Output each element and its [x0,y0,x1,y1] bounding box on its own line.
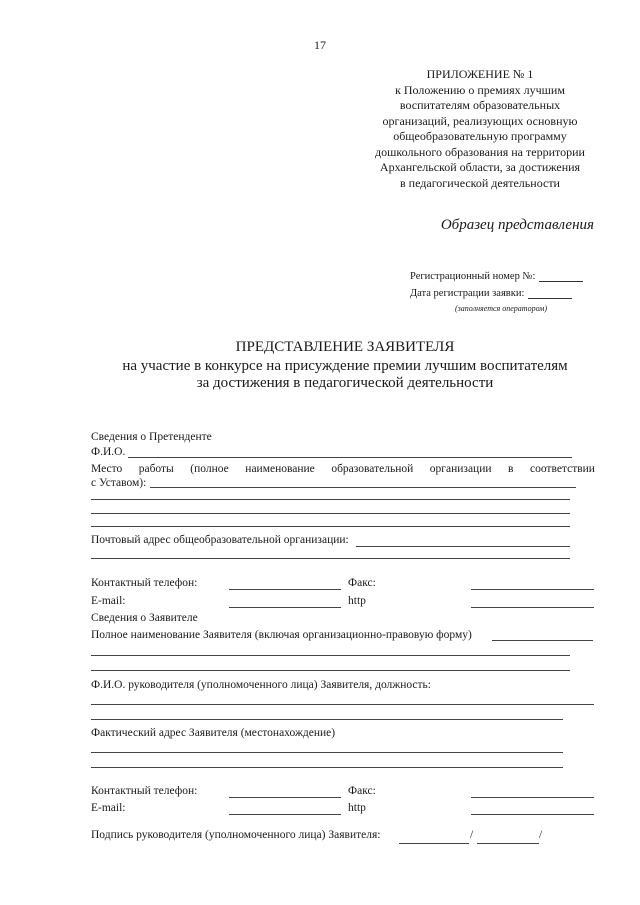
candidate-workplace [91,462,595,490]
applicant-fax-field[interactable] [471,797,594,798]
appendix-line: Архангельской области, за достижения [379,160,581,174]
document-subtitle-line1: на участие в конкурсе на присуждение премии лучшим воспитателям [122,358,568,374]
candidate-postal-field-2[interactable] [91,558,570,559]
word: образовательной [331,463,414,475]
candidate-workplace-label [91,462,595,476]
appendix-line: к Положению о премиях лучшим [395,82,565,97]
signature-field[interactable] [399,843,469,844]
applicant-head-field[interactable] [91,704,594,705]
applicant-address-field[interactable] [91,752,563,753]
appendix-header [360,67,600,191]
applicant-head-field-2[interactable] [91,719,563,720]
signature-separator-end: / [539,829,543,841]
applicant-phone-field[interactable] [229,797,341,798]
candidate-workplace-field-4[interactable] [91,526,570,527]
registration-number [410,271,583,282]
page-number: 17 [314,38,326,52]
candidate-phone-label: Контактный телефон: [91,577,198,589]
applicant-fullname-field[interactable] [492,640,593,641]
applicant-head-label: Ф.И.О. руководителя (уполномоченного лица) Заявителя, должность: [91,679,431,691]
word: работы [138,463,174,475]
word: Место [91,463,123,475]
document-title: ПРЕДСТАВЛЕНИЕ ЗАЯВИТЕЛЯ [235,339,455,355]
candidate-section-heading: Сведения о Претенденте [91,431,212,443]
appendix-line: общеобразовательную программу [393,129,567,143]
registration-date [410,288,572,299]
applicant-fullname-field-3[interactable] [91,670,570,671]
registration-date-field[interactable] [528,288,572,299]
appendix-line: дошкольного образования на территории [375,144,585,159]
candidate-phone-field[interactable] [229,589,341,590]
candidate-fio-field-continued[interactable] [350,457,572,458]
sample-label: Образец представления [440,217,594,233]
candidate-http-field[interactable] [471,607,594,608]
applicant-signature-label: Подпись руководителя (уполномоченного лица) Заявителя: [91,829,381,841]
word: соответствии [529,463,595,475]
candidate-fio-label: Ф.И.О. [91,446,126,458]
candidate-workplace-label-cont: с Уставом): [91,477,147,489]
word: организации [429,463,492,475]
appendix-line: ПРИЛОЖЕНИЕ № 1 [426,67,534,81]
word: (полное [190,463,229,475]
candidate-email-field[interactable] [229,607,341,608]
registration-number-field[interactable] [539,271,583,282]
candidate-fax-field[interactable] [471,589,594,590]
candidate-email-label: E-mail: [91,595,126,607]
candidate-fax-label: Факс: [348,577,376,589]
registration-date-label: Дата регистрации заявки: [410,288,525,299]
applicant-address-field-2[interactable] [91,767,563,768]
word: наименование [245,463,315,475]
applicant-section-heading: Сведения о Заявителе [91,612,198,624]
signature-separator: / [470,829,474,841]
applicant-fullname-field-2[interactable] [91,655,570,656]
applicant-fax-label: Факс: [348,785,376,797]
candidate-postal-field[interactable] [356,546,570,547]
candidate-postal-label: Почтовый адрес общеобразовательной организации: [91,534,349,546]
appendix-line: организаций, реализующих основную [382,113,578,128]
applicant-email-label: E-mail: [91,802,126,814]
document-subtitle-line2: за достижения в педагогической деятельности [196,375,494,391]
applicant-fullname-label: Полное наименование Заявителя (включая организационно-правовую форму) [91,629,472,641]
candidate-workplace-field[interactable] [150,487,576,488]
candidate-workplace-field-2[interactable] [91,499,570,500]
appendix-line: в педагогической деятельности [400,175,560,190]
registration-note: (заполняется оператором) [455,304,548,313]
appendix-line: воспитателям образовательных [399,98,561,112]
applicant-email-field[interactable] [229,814,341,815]
candidate-http-label: http [348,595,366,607]
applicant-http-field[interactable] [471,814,594,815]
applicant-address-label: Фактический адрес Заявителя (местонахождение) [91,727,336,739]
applicant-phone-label: Контактный телефон: [91,785,198,797]
word: в [508,463,514,475]
candidate-workplace-field-3[interactable] [91,513,570,514]
candidate-fio-field[interactable] [128,457,350,458]
signature-name-field[interactable] [477,843,539,844]
registration-number-label: Регистрационный номер №: [410,271,536,282]
applicant-http-label: http [348,802,366,814]
